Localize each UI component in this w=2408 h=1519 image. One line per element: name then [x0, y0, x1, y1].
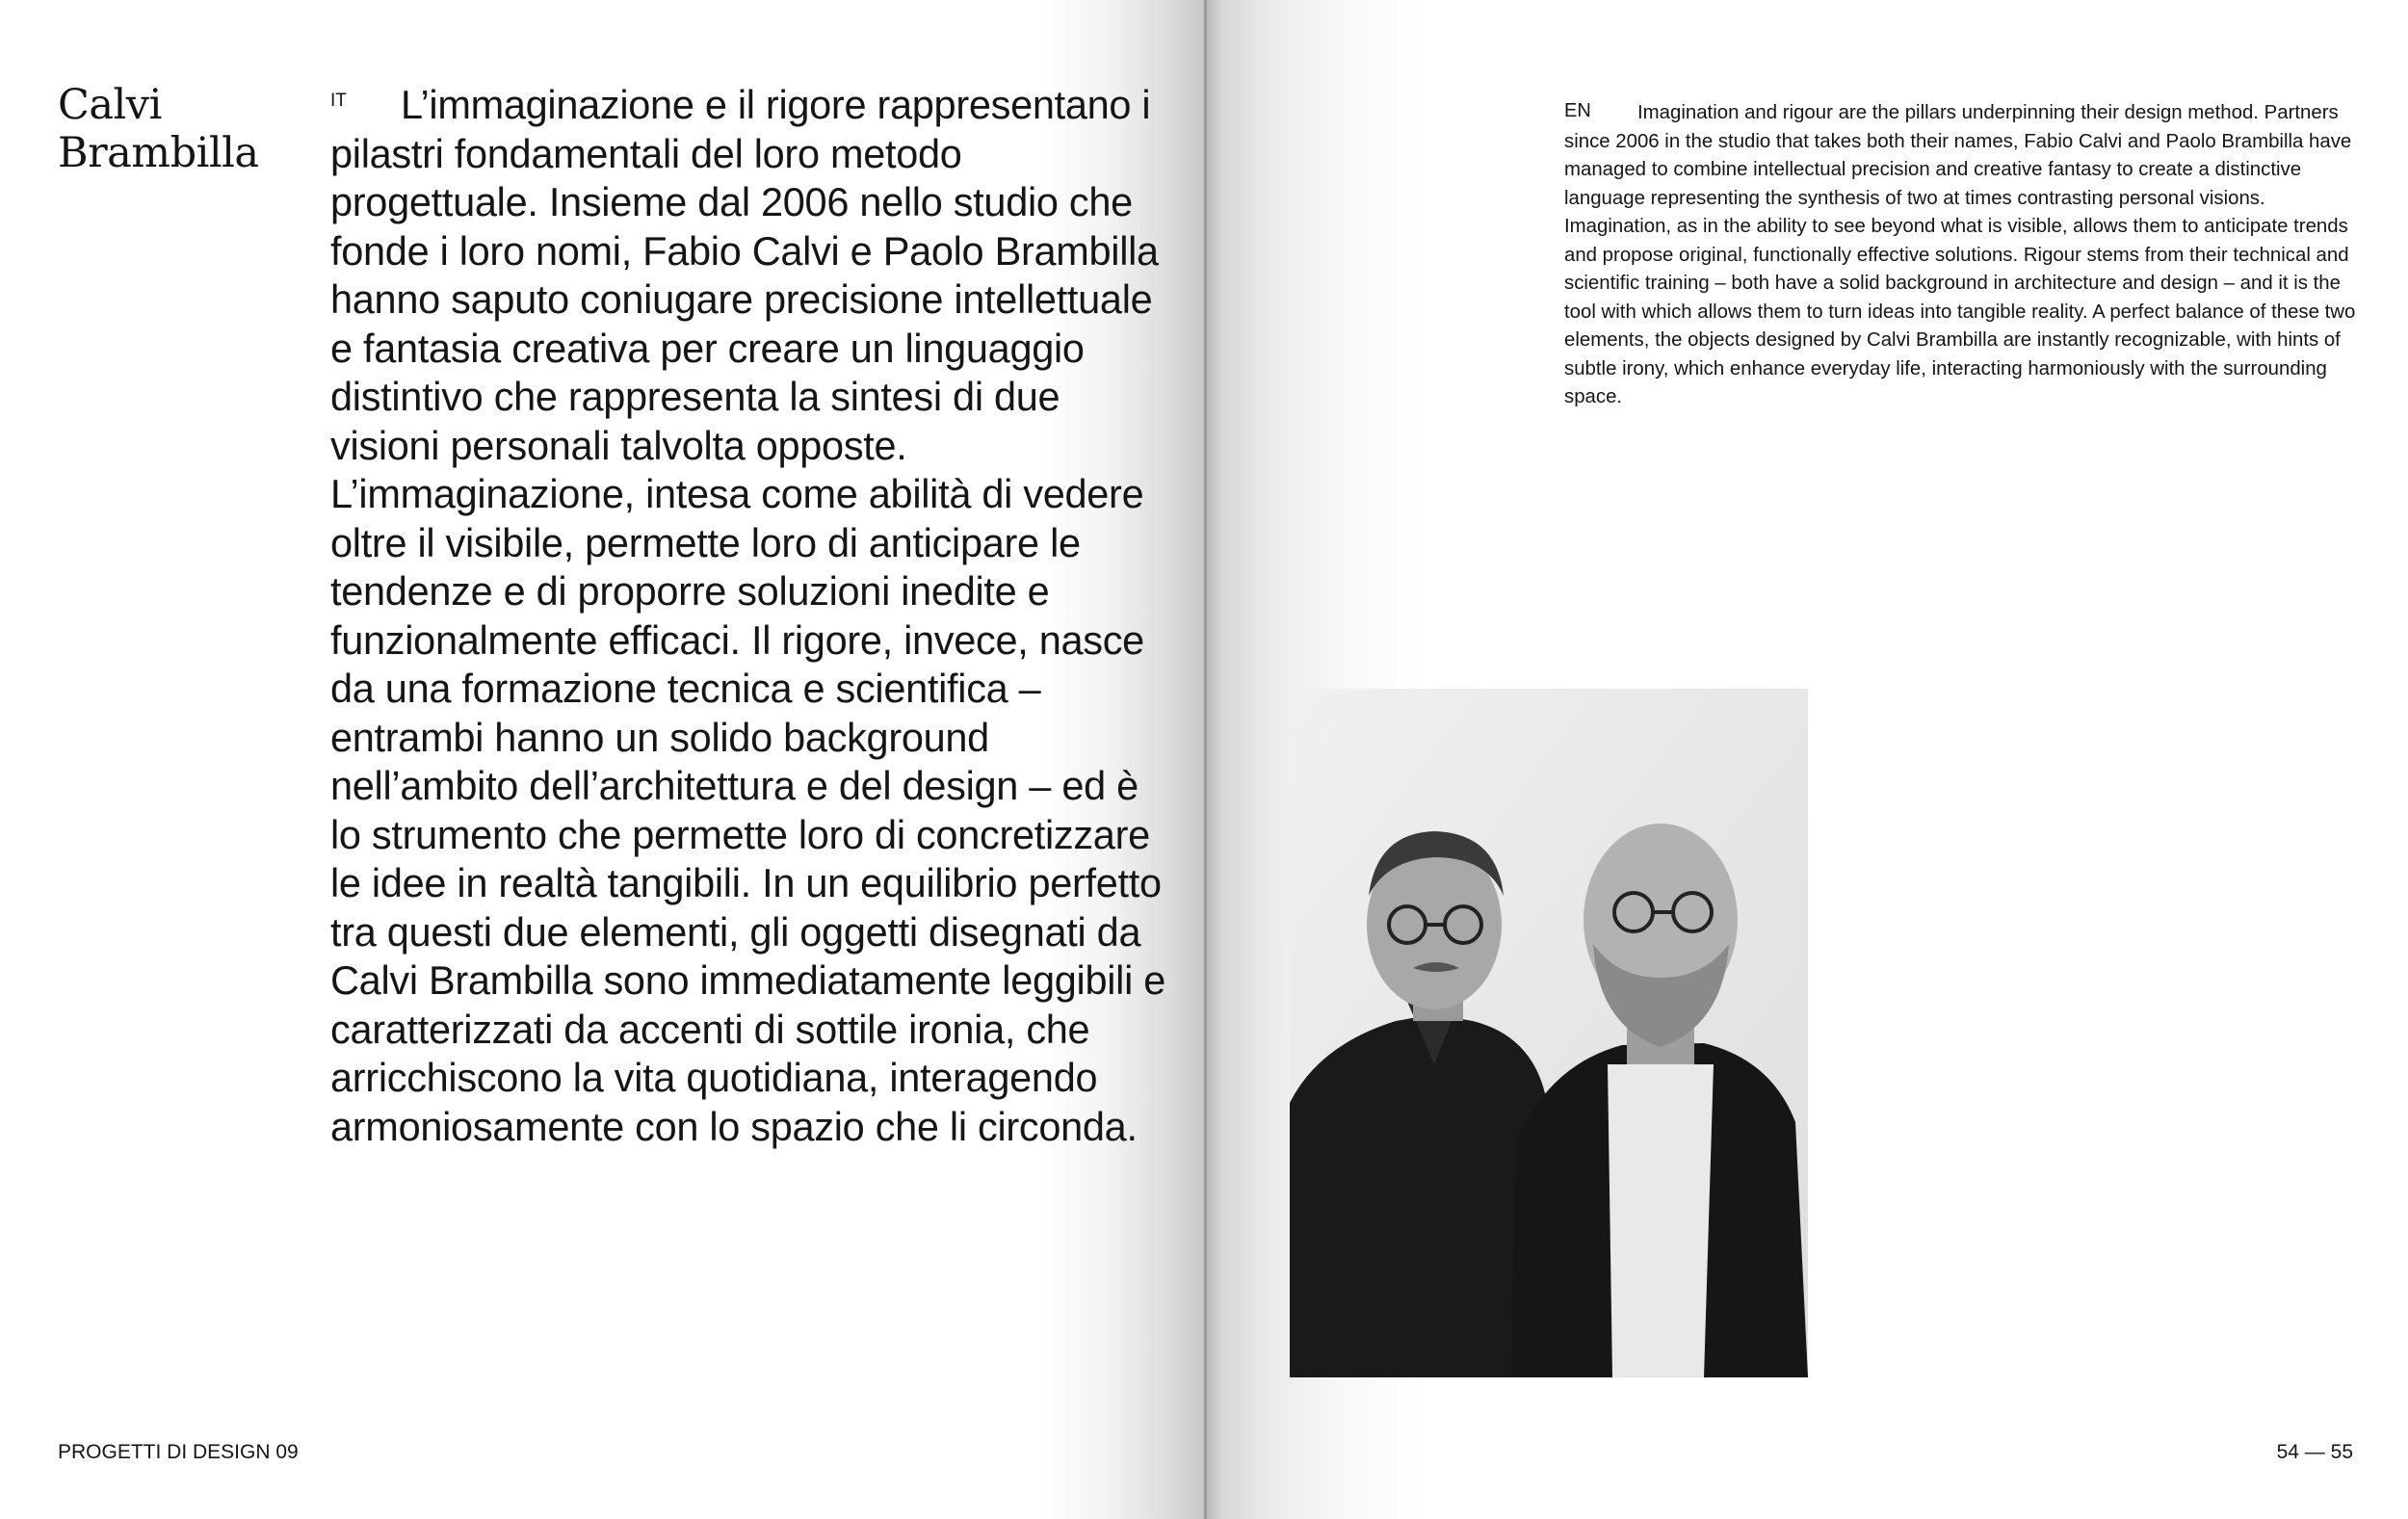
- language-label-it: IT: [330, 91, 347, 111]
- designers-portrait-photo: [1290, 689, 1808, 1377]
- body-text-it: L’immaginazione e il rigore rappresentano i pilastri fondamentali del loro metodo progettuale. Insieme dal 2006 nello studio che fonde i loro nomi, Fabio Calvi e Paolo Brambilla hanno saputo coniugare precisione intellettuale e fantasia creativa per creare un linguaggio distintivo che rappresenta la sintesi di due visioni personali talvolta opposte. L’immaginazione, intesa come abilità di vedere oltre il visibile, permette loro di anticipare le tendenze e di proporre soluzioni inedite e funzionalmente efficaci. Il rigore, invece, nasce da una formazione tecnica e scientifica – entrambi hanno un solido background nell’ambito dell’architettura e del design – ed è lo strumento che permette loro di concretizzare le idee in realtà tangibili. In un equilibrio perfetto tra questi due elementi, gli oggetti disegnati da Calvi Brambilla sono immediatamente leggibili e caratterizzati da accenti di sottile ironia, che arricchiscono la vita quotidiana, interagendo armoniosamente con lo spazio che li circonda.: [330, 82, 1166, 1149]
- body-text-en: Imagination and rigour are the pillars underpinning their design method. Partners since 2006 in the studio that takes both their names, Fabio Calvi and Paolo Brambilla have managed to combine intellectual precision and creative fantasy to create a distinctive language representing the synthesis of two at times contrasting personal visions. Imagination, as in the ability to see beyond what is visible, allows them to anticipate trends and propose original, functionally effective solutions. Rigour stems from their technical and scientific training – both have a solid background in architecture and design – and it is the tool with which allows them to turn ideas into tangible reality. A perfect balance of these two elements, the objects designed by Calvi Brambilla are instantly recognizable, with hints of subtle irony, which enhance everyday life, interacting harmoniously with the surrounding space.: [1564, 102, 2356, 407]
- title-line-2: Brambilla: [58, 129, 259, 177]
- article-title: [58, 81, 258, 177]
- page-gutter: [1204, 0, 1207, 1519]
- portrait-photo-icon: [1290, 689, 1808, 1377]
- page-numbers: 54 — 55: [2276, 1441, 2353, 1463]
- title-line-1: Calvi: [58, 81, 162, 129]
- publication-footer: PROGETTI DI DESIGN 09: [58, 1441, 299, 1463]
- language-label-en: EN: [1564, 100, 1591, 121]
